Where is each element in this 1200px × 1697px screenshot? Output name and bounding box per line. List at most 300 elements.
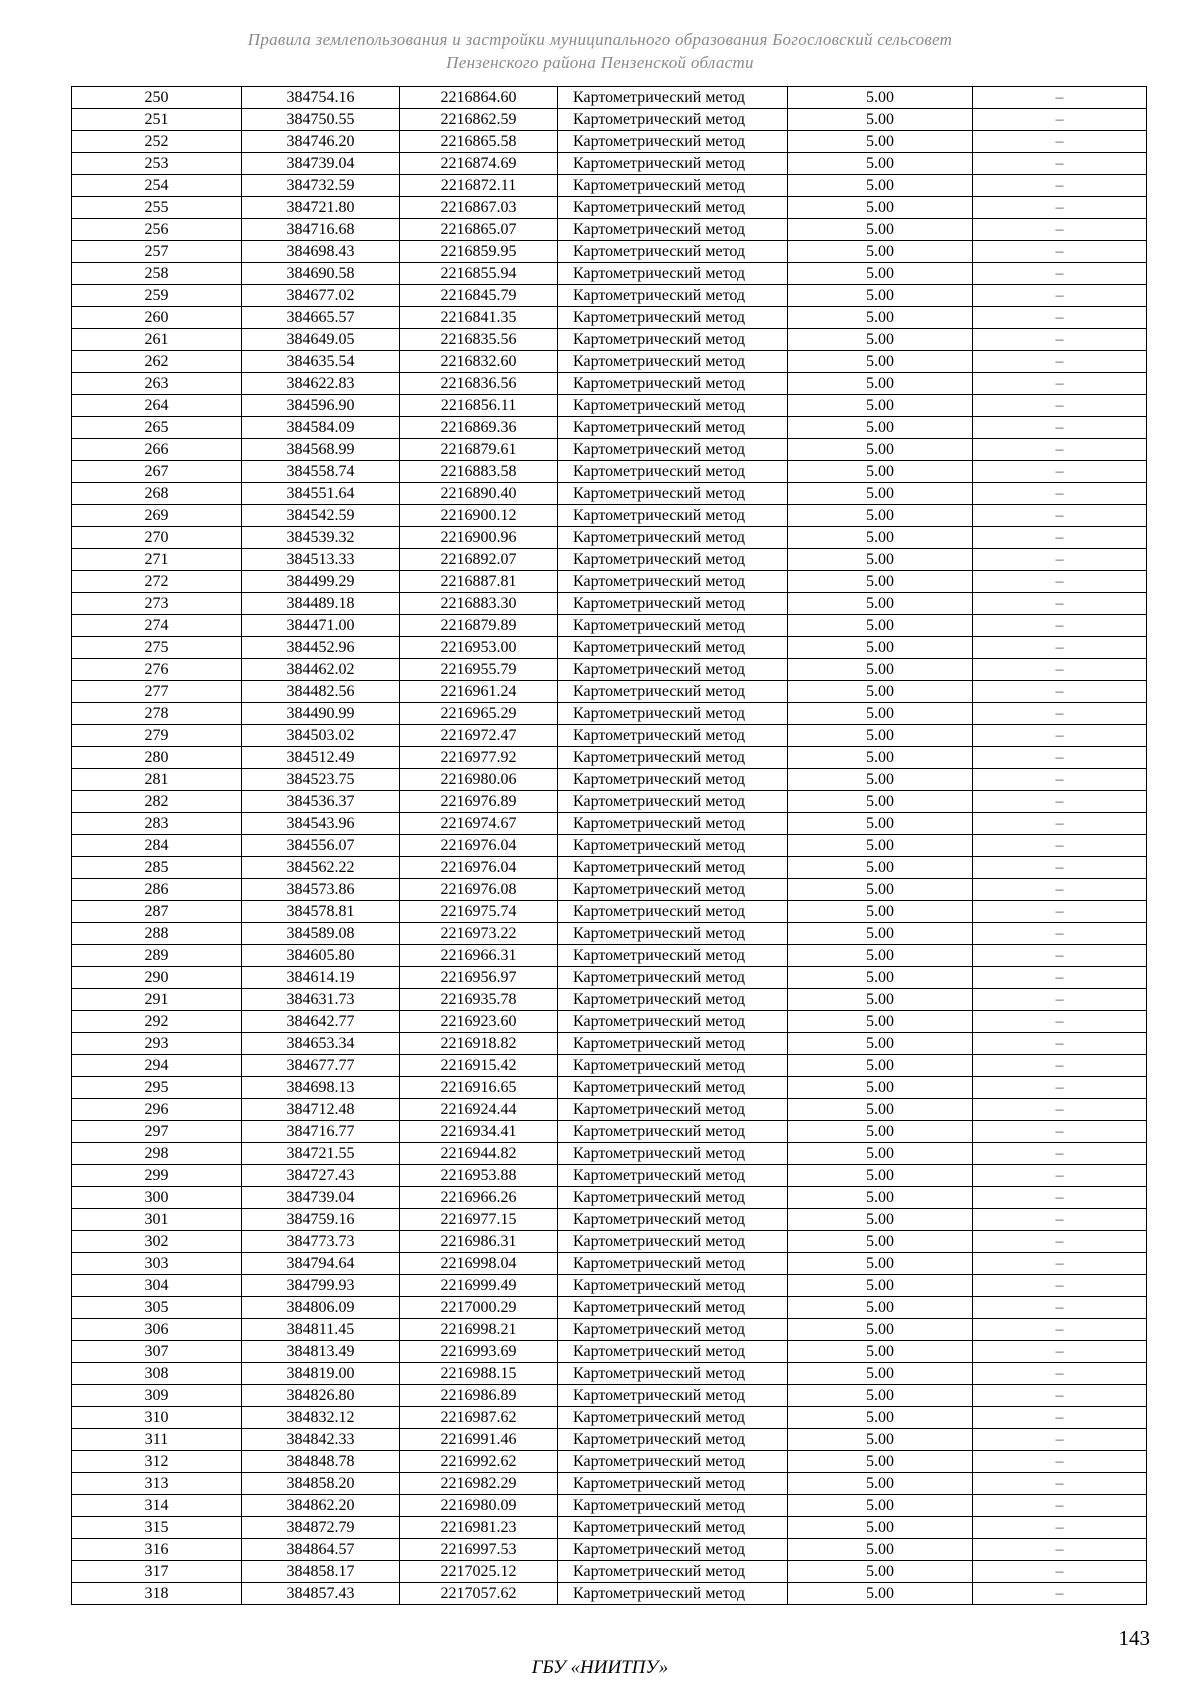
cell-description: – [973, 395, 1147, 417]
cell-description: – [973, 681, 1147, 703]
table-row [72, 351, 1147, 373]
table-row [72, 1341, 1147, 1363]
cell-accuracy: 5.00 [788, 1319, 973, 1341]
table-row [72, 483, 1147, 505]
cell-accuracy: 5.00 [788, 483, 973, 505]
cell-description: – [973, 1143, 1147, 1165]
cell-method: Картометрический метод [558, 131, 788, 153]
cell-point-number: 271 [72, 549, 242, 571]
cell-method: Картометрический метод [558, 681, 788, 703]
table-row [72, 967, 1147, 989]
cell-point-number: 262 [72, 351, 242, 373]
cell-point-number: 295 [72, 1077, 242, 1099]
cell-coord-x: 384739.04 [242, 1187, 400, 1209]
cell-method: Картометрический метод [558, 505, 788, 527]
cell-description: – [973, 219, 1147, 241]
cell-description: – [973, 1429, 1147, 1451]
cell-point-number: 278 [72, 703, 242, 725]
cell-accuracy: 5.00 [788, 835, 973, 857]
cell-coord-x: 384462.02 [242, 659, 400, 681]
cell-coord-x: 384543.96 [242, 813, 400, 835]
cell-method: Картометрический метод [558, 263, 788, 285]
cell-method: Картометрический метод [558, 923, 788, 945]
cell-accuracy: 5.00 [788, 1385, 973, 1407]
cell-coord-x: 384512.49 [242, 747, 400, 769]
cell-coord-x: 384551.64 [242, 483, 400, 505]
cell-coord-y: 2216874.69 [400, 153, 558, 175]
cell-method: Картометрический метод [558, 1165, 788, 1187]
cell-coord-x: 384858.17 [242, 1561, 400, 1583]
cell-point-number: 287 [72, 901, 242, 923]
cell-accuracy: 5.00 [788, 1231, 973, 1253]
cell-description: – [973, 1165, 1147, 1187]
cell-coord-y: 2216887.81 [400, 571, 558, 593]
cell-description: – [973, 923, 1147, 945]
cell-point-number: 294 [72, 1055, 242, 1077]
cell-description: – [973, 1121, 1147, 1143]
table-row [72, 1319, 1147, 1341]
cell-description: – [973, 571, 1147, 593]
cell-accuracy: 5.00 [788, 351, 973, 373]
cell-coord-x: 384698.43 [242, 241, 400, 263]
cell-point-number: 281 [72, 769, 242, 791]
cell-description: – [973, 857, 1147, 879]
cell-coord-x: 384558.74 [242, 461, 400, 483]
cell-point-number: 284 [72, 835, 242, 857]
cell-description: – [973, 945, 1147, 967]
cell-point-number: 299 [72, 1165, 242, 1187]
cell-coord-x: 384649.05 [242, 329, 400, 351]
cell-coord-y: 2216975.74 [400, 901, 558, 923]
cell-point-number: 276 [72, 659, 242, 681]
cell-coord-x: 384589.08 [242, 923, 400, 945]
cell-accuracy: 5.00 [788, 1209, 973, 1231]
cell-coord-y: 2216935.78 [400, 989, 558, 1011]
cell-coord-x: 384862.20 [242, 1495, 400, 1517]
cell-accuracy: 5.00 [788, 307, 973, 329]
table-row [72, 857, 1147, 879]
cell-coord-y: 2216883.30 [400, 593, 558, 615]
cell-point-number: 282 [72, 791, 242, 813]
cell-coord-x: 384750.55 [242, 109, 400, 131]
cell-coord-x: 384857.43 [242, 1583, 400, 1605]
cell-point-number: 310 [72, 1407, 242, 1429]
cell-accuracy: 5.00 [788, 1143, 973, 1165]
cell-accuracy: 5.00 [788, 725, 973, 747]
cell-method: Картометрический метод [558, 1385, 788, 1407]
cell-method: Картометрический метод [558, 1253, 788, 1275]
cell-description: – [973, 1231, 1147, 1253]
cell-coord-y: 2216976.04 [400, 857, 558, 879]
cell-coord-y: 2217000.29 [400, 1297, 558, 1319]
cell-accuracy: 5.00 [788, 461, 973, 483]
cell-description: – [973, 1583, 1147, 1605]
cell-description: – [973, 1341, 1147, 1363]
cell-accuracy: 5.00 [788, 791, 973, 813]
table-row [72, 813, 1147, 835]
cell-method: Картометрический метод [558, 1517, 788, 1539]
table-row [72, 637, 1147, 659]
table-row [72, 241, 1147, 263]
cell-method: Картометрический метод [558, 439, 788, 461]
cell-coord-y: 2216856.11 [400, 395, 558, 417]
cell-description: – [973, 725, 1147, 747]
cell-coord-x: 384452.96 [242, 637, 400, 659]
table-row [72, 725, 1147, 747]
cell-point-number: 296 [72, 1099, 242, 1121]
cell-coord-y: 2216867.03 [400, 197, 558, 219]
cell-method: Картометрический метод [558, 725, 788, 747]
cell-coord-y: 2216998.04 [400, 1253, 558, 1275]
cell-method: Картометрический метод [558, 1363, 788, 1385]
cell-method: Картометрический метод [558, 1407, 788, 1429]
cell-accuracy: 5.00 [788, 505, 973, 527]
cell-description: – [973, 87, 1147, 109]
cell-coord-x: 384872.79 [242, 1517, 400, 1539]
cell-point-number: 257 [72, 241, 242, 263]
cell-point-number: 259 [72, 285, 242, 307]
cell-accuracy: 5.00 [788, 1539, 973, 1561]
cell-point-number: 272 [72, 571, 242, 593]
cell-point-number: 261 [72, 329, 242, 351]
cell-accuracy: 5.00 [788, 1033, 973, 1055]
cell-coord-x: 384635.54 [242, 351, 400, 373]
cell-point-number: 316 [72, 1539, 242, 1561]
page-number: 143 [1118, 1626, 1150, 1650]
cell-method: Картометрический метод [558, 857, 788, 879]
cell-coord-y: 2216982.29 [400, 1473, 558, 1495]
cell-accuracy: 5.00 [788, 527, 973, 549]
cell-coord-x: 384819.00 [242, 1363, 400, 1385]
cell-method: Картометрический метод [558, 791, 788, 813]
cell-method: Картометрический метод [558, 1077, 788, 1099]
table-row [72, 109, 1147, 131]
cell-method: Картометрический метод [558, 769, 788, 791]
cell-method: Картометрический метод [558, 637, 788, 659]
cell-coord-y: 2216924.44 [400, 1099, 558, 1121]
cell-method: Картометрический метод [558, 813, 788, 835]
cell-point-number: 286 [72, 879, 242, 901]
table-row [72, 791, 1147, 813]
cell-point-number: 283 [72, 813, 242, 835]
cell-coord-x: 384523.75 [242, 769, 400, 791]
cell-accuracy: 5.00 [788, 637, 973, 659]
cell-method: Картометрический метод [558, 197, 788, 219]
cell-coord-x: 384573.86 [242, 879, 400, 901]
cell-accuracy: 5.00 [788, 1275, 973, 1297]
cell-coord-x: 384539.32 [242, 527, 400, 549]
cell-coord-y: 2216976.08 [400, 879, 558, 901]
table-row [72, 417, 1147, 439]
cell-accuracy: 5.00 [788, 1077, 973, 1099]
cell-coord-x: 384842.33 [242, 1429, 400, 1451]
cell-coord-x: 384482.56 [242, 681, 400, 703]
cell-accuracy: 5.00 [788, 1121, 973, 1143]
cell-coord-y: 2216892.07 [400, 549, 558, 571]
cell-accuracy: 5.00 [788, 549, 973, 571]
cell-method: Картометрический метод [558, 967, 788, 989]
cell-method: Картометрический метод [558, 1209, 788, 1231]
cell-coord-x: 384806.09 [242, 1297, 400, 1319]
cell-coord-y: 2216966.31 [400, 945, 558, 967]
cell-point-number: 298 [72, 1143, 242, 1165]
cell-coord-x: 384759.16 [242, 1209, 400, 1231]
cell-accuracy: 5.00 [788, 373, 973, 395]
table-row [72, 549, 1147, 571]
cell-description: – [973, 1187, 1147, 1209]
cell-accuracy: 5.00 [788, 813, 973, 835]
cell-coord-x: 384716.68 [242, 219, 400, 241]
cell-description: – [973, 109, 1147, 131]
cell-accuracy: 5.00 [788, 593, 973, 615]
cell-coord-y: 2216845.79 [400, 285, 558, 307]
coordinates-table-container [71, 86, 1146, 1605]
cell-point-number: 291 [72, 989, 242, 1011]
cell-coord-x: 384542.59 [242, 505, 400, 527]
cell-description: – [973, 747, 1147, 769]
cell-method: Картометрический метод [558, 1319, 788, 1341]
cell-description: – [973, 1209, 1147, 1231]
cell-coord-x: 384568.99 [242, 439, 400, 461]
cell-description: – [973, 175, 1147, 197]
cell-coord-x: 384489.18 [242, 593, 400, 615]
cell-coord-x: 384622.83 [242, 373, 400, 395]
cell-description: – [973, 1011, 1147, 1033]
cell-description: – [973, 769, 1147, 791]
cell-method: Картометрический метод [558, 1099, 788, 1121]
cell-accuracy: 5.00 [788, 439, 973, 461]
cell-point-number: 263 [72, 373, 242, 395]
table-row [72, 527, 1147, 549]
cell-coord-x: 384578.81 [242, 901, 400, 923]
header-line-2: Пензенского района Пензенской области [446, 53, 754, 72]
cell-accuracy: 5.00 [788, 1165, 973, 1187]
cell-coord-y: 2216872.11 [400, 175, 558, 197]
cell-description: – [973, 1451, 1147, 1473]
table-row [72, 1209, 1147, 1231]
cell-accuracy: 5.00 [788, 219, 973, 241]
cell-description: – [973, 131, 1147, 153]
cell-accuracy: 5.00 [788, 1253, 973, 1275]
cell-method: Картометрический метод [558, 1143, 788, 1165]
cell-coord-x: 384631.73 [242, 989, 400, 1011]
cell-description: – [973, 1055, 1147, 1077]
cell-coord-y: 2216916.65 [400, 1077, 558, 1099]
cell-accuracy: 5.00 [788, 1451, 973, 1473]
cell-accuracy: 5.00 [788, 1055, 973, 1077]
cell-description: – [973, 1077, 1147, 1099]
cell-coord-x: 384826.80 [242, 1385, 400, 1407]
cell-method: Картометрический метод [558, 351, 788, 373]
cell-coord-x: 384513.33 [242, 549, 400, 571]
cell-accuracy: 5.00 [788, 1429, 973, 1451]
table-row [72, 901, 1147, 923]
cell-coord-y: 2216972.47 [400, 725, 558, 747]
cell-coord-y: 2216900.12 [400, 505, 558, 527]
cell-coord-x: 384746.20 [242, 131, 400, 153]
cell-point-number: 250 [72, 87, 242, 109]
header-line-1: Правила землепользования и застройки муниципального образования Богословский сельсовет [247, 30, 953, 49]
cell-description: – [973, 505, 1147, 527]
cell-description: – [973, 1473, 1147, 1495]
cell-accuracy: 5.00 [788, 417, 973, 439]
cell-accuracy: 5.00 [788, 989, 973, 1011]
cell-coord-x: 384677.77 [242, 1055, 400, 1077]
cell-accuracy: 5.00 [788, 395, 973, 417]
cell-method: Картометрический метод [558, 461, 788, 483]
cell-coord-y: 2216980.06 [400, 769, 558, 791]
coordinates-table [71, 86, 1147, 1605]
cell-coord-y: 2216869.36 [400, 417, 558, 439]
cell-point-number: 293 [72, 1033, 242, 1055]
cell-point-number: 270 [72, 527, 242, 549]
cell-accuracy: 5.00 [788, 1583, 973, 1605]
cell-description: – [973, 461, 1147, 483]
cell-coord-y: 2216977.15 [400, 1209, 558, 1231]
cell-point-number: 274 [72, 615, 242, 637]
table-row [72, 835, 1147, 857]
table-row [72, 747, 1147, 769]
cell-method: Картометрический метод [558, 1473, 788, 1495]
cell-point-number: 266 [72, 439, 242, 461]
cell-description: – [973, 835, 1147, 857]
cell-coord-y: 2216862.59 [400, 109, 558, 131]
cell-coord-y: 2216992.62 [400, 1451, 558, 1473]
cell-accuracy: 5.00 [788, 285, 973, 307]
cell-description: – [973, 1407, 1147, 1429]
cell-description: – [973, 1099, 1147, 1121]
cell-point-number: 256 [72, 219, 242, 241]
cell-coord-y: 2216993.69 [400, 1341, 558, 1363]
cell-point-number: 285 [72, 857, 242, 879]
cell-coord-x: 384848.78 [242, 1451, 400, 1473]
table-row [72, 923, 1147, 945]
cell-coord-x: 384596.90 [242, 395, 400, 417]
cell-point-number: 269 [72, 505, 242, 527]
cell-accuracy: 5.00 [788, 1561, 973, 1583]
cell-point-number: 258 [72, 263, 242, 285]
cell-method: Картометрический метод [558, 571, 788, 593]
cell-point-number: 311 [72, 1429, 242, 1451]
cell-point-number: 309 [72, 1385, 242, 1407]
cell-method: Картометрический метод [558, 87, 788, 109]
cell-coord-x: 384562.22 [242, 857, 400, 879]
table-row [72, 197, 1147, 219]
cell-coord-y: 2216966.26 [400, 1187, 558, 1209]
cell-coord-x: 384864.57 [242, 1539, 400, 1561]
cell-coord-x: 384754.16 [242, 87, 400, 109]
cell-method: Картометрический метод [558, 307, 788, 329]
cell-point-number: 301 [72, 1209, 242, 1231]
cell-coord-x: 384732.59 [242, 175, 400, 197]
cell-description: – [973, 1561, 1147, 1583]
cell-method: Картометрический метод [558, 1275, 788, 1297]
cell-method: Картометрический метод [558, 373, 788, 395]
table-row [72, 439, 1147, 461]
cell-coord-y: 2216865.58 [400, 131, 558, 153]
cell-coord-y: 2216836.56 [400, 373, 558, 395]
cell-point-number: 317 [72, 1561, 242, 1583]
cell-accuracy: 5.00 [788, 1517, 973, 1539]
cell-accuracy: 5.00 [788, 945, 973, 967]
cell-accuracy: 5.00 [788, 153, 973, 175]
cell-coord-x: 384677.02 [242, 285, 400, 307]
cell-accuracy: 5.00 [788, 175, 973, 197]
cell-method: Картометрический метод [558, 593, 788, 615]
cell-description: – [973, 307, 1147, 329]
cell-description: – [973, 153, 1147, 175]
table-row [72, 373, 1147, 395]
cell-method: Картометрический метод [558, 1187, 788, 1209]
cell-coord-y: 2216855.94 [400, 263, 558, 285]
cell-method: Картометрический метод [558, 1121, 788, 1143]
cell-point-number: 292 [72, 1011, 242, 1033]
table-row [72, 681, 1147, 703]
cell-accuracy: 5.00 [788, 263, 973, 285]
cell-coord-y: 2216890.40 [400, 483, 558, 505]
cell-description: – [973, 527, 1147, 549]
cell-accuracy: 5.00 [788, 747, 973, 769]
cell-method: Картометрический метод [558, 945, 788, 967]
cell-coord-x: 384773.73 [242, 1231, 400, 1253]
cell-coord-x: 384739.04 [242, 153, 400, 175]
cell-point-number: 304 [72, 1275, 242, 1297]
cell-description: – [973, 901, 1147, 923]
table-row [72, 879, 1147, 901]
cell-description: – [973, 263, 1147, 285]
table-row [72, 175, 1147, 197]
cell-method: Картометрический метод [558, 1451, 788, 1473]
cell-coord-y: 2216953.88 [400, 1165, 558, 1187]
cell-method: Картометрический метод [558, 527, 788, 549]
cell-accuracy: 5.00 [788, 967, 973, 989]
cell-point-number: 254 [72, 175, 242, 197]
table-row [72, 307, 1147, 329]
cell-coord-x: 384503.02 [242, 725, 400, 747]
cell-description: – [973, 703, 1147, 725]
cell-accuracy: 5.00 [788, 329, 973, 351]
cell-point-number: 251 [72, 109, 242, 131]
cell-coord-y: 2216859.95 [400, 241, 558, 263]
table-row [72, 131, 1147, 153]
cell-method: Картометрический метод [558, 1539, 788, 1561]
cell-description: – [973, 285, 1147, 307]
cell-description: – [973, 1297, 1147, 1319]
cell-coord-x: 384584.09 [242, 417, 400, 439]
cell-coord-y: 2216955.79 [400, 659, 558, 681]
cell-point-number: 252 [72, 131, 242, 153]
table-row [72, 263, 1147, 285]
table-row [72, 1407, 1147, 1429]
cell-point-number: 303 [72, 1253, 242, 1275]
cell-method: Картометрический метод [558, 549, 788, 571]
table-row [72, 769, 1147, 791]
cell-method: Картометрический метод [558, 1341, 788, 1363]
cell-coord-y: 2216956.97 [400, 967, 558, 989]
cell-description: – [973, 659, 1147, 681]
cell-coord-x: 384721.55 [242, 1143, 400, 1165]
cell-accuracy: 5.00 [788, 1297, 973, 1319]
cell-point-number: 297 [72, 1121, 242, 1143]
cell-method: Картометрический метод [558, 615, 788, 637]
cell-description: – [973, 637, 1147, 659]
cell-coord-y: 2216965.29 [400, 703, 558, 725]
cell-point-number: 265 [72, 417, 242, 439]
cell-description: – [973, 791, 1147, 813]
cell-description: – [973, 241, 1147, 263]
cell-accuracy: 5.00 [788, 197, 973, 219]
cell-accuracy: 5.00 [788, 1363, 973, 1385]
